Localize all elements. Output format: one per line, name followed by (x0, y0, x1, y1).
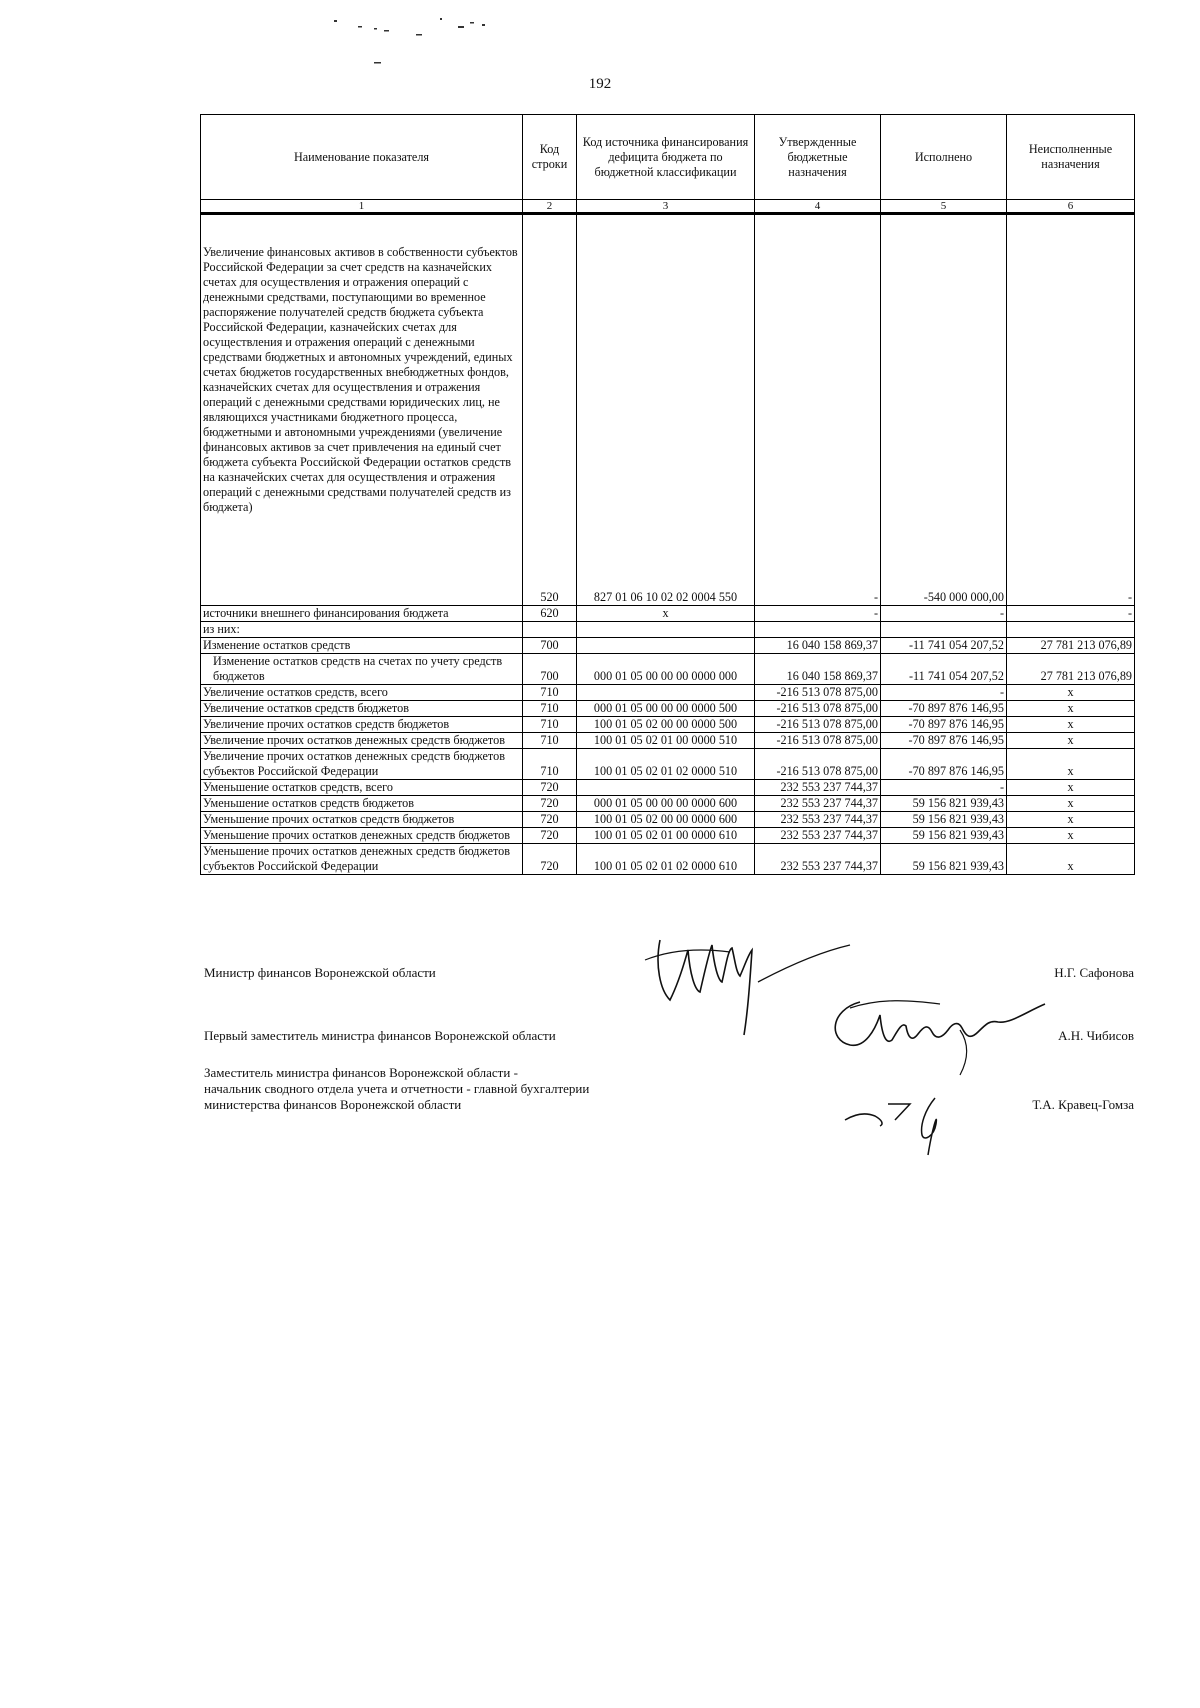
row-source-code: 100 01 05 02 01 00 0000 510 (577, 733, 755, 749)
row-executed: -70 897 876 146,95 (881, 717, 1007, 733)
table-row (201, 685, 1135, 701)
row-approved: -216 513 078 875,00 (755, 749, 881, 780)
row-line-code: 520 (523, 214, 577, 606)
minister-name: Н.Г. Сафонова (1054, 965, 1134, 980)
row-source-code: 000 01 05 00 00 00 0000 600 (577, 796, 755, 812)
row-name: Увеличение остатков средств бюджетов (201, 701, 523, 717)
row-executed: 59 156 821 939,43 (881, 828, 1007, 844)
row-source-code (577, 622, 755, 638)
row-executed: -11 741 054 207,52 (881, 654, 1007, 685)
row-line-code: 710 (523, 701, 577, 717)
row-unexecuted: x (1007, 701, 1135, 717)
row-unexecuted: x (1007, 796, 1135, 812)
row-unexecuted: - (1007, 214, 1135, 606)
row-line-code: 720 (523, 796, 577, 812)
table-row (201, 701, 1135, 717)
row-line-code: 710 (523, 749, 577, 780)
scan-artifacts (330, 14, 550, 74)
row-executed: 59 156 821 939,43 (881, 844, 1007, 875)
row-name: Увеличение финансовых активов в собственности субъектов Российской Федерации за счет средств на казначейских счетах для осуществления и отражения операций с денежными средствами, поступающими во временное распоряжение получателей средств бюджета субъекта Российской Федерации, казначейских счетах для осуществления и отражения операций с денежными средствами бюджетных и автономных учреждений, единых счетах бюджетов государственных внебюджетных фондов, казначейских счетах для осуществления и отражения операций с денежными средствами юридических лиц, не являющихся участниками бюджетного процесса, бюджетными и автономными учреждениями (увеличение финансовых активов за счет привлечения на единый счет бюджета субъекта Российской Федерации остатков средств на казначейских счетах для осуществления и отражения операций с денежными средствами получателей средств из бюджета) (201, 214, 523, 606)
row-line-code (523, 622, 577, 638)
row-executed: - (881, 606, 1007, 622)
row-approved: -216 513 078 875,00 (755, 717, 881, 733)
row-approved: 232 553 237 744,37 (755, 796, 881, 812)
deputy-title-line: начальник сводного отдела учета и отчетности - главной бухгалтерии (204, 1081, 590, 1096)
row-source-code: 100 01 05 02 01 00 0000 610 (577, 828, 755, 844)
row-approved: -216 513 078 875,00 (755, 701, 881, 717)
table-row (201, 844, 1135, 875)
column-number: 2 (523, 200, 577, 214)
row-line-code: 720 (523, 828, 577, 844)
row-unexecuted: x (1007, 828, 1135, 844)
row-name: из них: (201, 622, 523, 638)
row-approved: - (755, 606, 881, 622)
row-approved: 232 553 237 744,37 (755, 844, 881, 875)
table-row (201, 717, 1135, 733)
row-approved: 16 040 158 869,37 (755, 654, 881, 685)
row-unexecuted: x (1007, 685, 1135, 701)
row-name: Уменьшение остатков средств бюджетов (201, 796, 523, 812)
row-source-code (577, 685, 755, 701)
row-executed: -540 000 000,00 (881, 214, 1007, 606)
row-approved: 232 553 237 744,37 (755, 812, 881, 828)
row-source-code: 100 01 05 02 00 00 0000 500 (577, 717, 755, 733)
table-row (201, 606, 1135, 622)
row-source-code (577, 638, 755, 654)
table-row (201, 780, 1135, 796)
header-source-code: Код источника финансирования дефицита бюджета по бюджетной классификации (577, 115, 755, 200)
row-approved (755, 622, 881, 638)
row-source-code: 100 01 05 02 01 02 0000 610 (577, 844, 755, 875)
row-source-code: 100 01 05 02 01 02 0000 510 (577, 749, 755, 780)
table-row (201, 796, 1135, 812)
row-line-code: 720 (523, 844, 577, 875)
row-executed: 59 156 821 939,43 (881, 796, 1007, 812)
row-executed: - (881, 780, 1007, 796)
header-executed: Исполнено (881, 115, 1007, 200)
row-name: Изменение остатков средств (201, 638, 523, 654)
row-unexecuted: x (1007, 733, 1135, 749)
row-name: Изменение остатков средств на счетах по учету средств бюджетов (201, 654, 523, 685)
row-line-code: 700 (523, 654, 577, 685)
row-source-code: 000 01 05 00 00 00 0000 000 (577, 654, 755, 685)
row-unexecuted: x (1007, 749, 1135, 780)
deputy-name: Т.А. Кравец-Гомза (1032, 1097, 1134, 1112)
header-unexecuted: Неисполненные назначения (1007, 115, 1135, 200)
row-name: источники внешнего финансирования бюджета (201, 606, 523, 622)
row-executed: - (881, 685, 1007, 701)
row-source-code (577, 780, 755, 796)
row-name: Уменьшение прочих остатков денежных средств бюджетов субъектов Российской Федерации (201, 844, 523, 875)
row-approved: 232 553 237 744,37 (755, 780, 881, 796)
row-unexecuted: - (1007, 606, 1135, 622)
row-approved: -216 513 078 875,00 (755, 685, 881, 701)
first-deputy-title: Первый заместитель министра финансов Воронежской области (204, 1028, 556, 1043)
page-number: 192 (588, 76, 612, 92)
row-line-code: 720 (523, 780, 577, 796)
table-row (201, 812, 1135, 828)
row-unexecuted: 27 781 213 076,89 (1007, 654, 1135, 685)
row-source-code: x (577, 606, 755, 622)
table-row (201, 638, 1135, 654)
table-row (201, 733, 1135, 749)
first-deputy-signature-image (820, 990, 1050, 1080)
row-line-code: 620 (523, 606, 577, 622)
row-approved: 232 553 237 744,37 (755, 828, 881, 844)
header-line-code: Код строки (523, 115, 577, 200)
column-number-row (201, 200, 1135, 214)
deputy-title-line: министерства финансов Воронежской области (204, 1097, 462, 1112)
row-unexecuted (1007, 622, 1135, 638)
table-row (201, 654, 1135, 685)
row-source-code: 100 01 05 02 00 00 0000 600 (577, 812, 755, 828)
column-number: 6 (1007, 200, 1135, 214)
column-number: 1 (201, 200, 523, 214)
row-executed (881, 622, 1007, 638)
header-row (201, 115, 1135, 200)
row-name: Уменьшение прочих остатков средств бюджетов (201, 812, 523, 828)
row-name: Уменьшение остатков средств, всего (201, 780, 523, 796)
row-name: Увеличение остатков средств, всего (201, 685, 523, 701)
row-unexecuted: x (1007, 780, 1135, 796)
minister-title: Министр финансов Воронежской области (204, 965, 436, 980)
budget-sources-table (200, 114, 1135, 875)
row-name: Увеличение прочих остатков денежных средств бюджетов субъектов Российской Федерации (201, 749, 523, 780)
row-source-code: 827 01 06 10 02 02 0004 550 (577, 214, 755, 606)
row-approved: -216 513 078 875,00 (755, 733, 881, 749)
first-deputy-name: А.Н. Чибисов (1058, 1028, 1134, 1043)
table-row (201, 828, 1135, 844)
deputy-title (204, 1065, 589, 1113)
row-unexecuted: x (1007, 844, 1135, 875)
row-name: Увеличение прочих остатков средств бюджетов (201, 717, 523, 733)
deputy-signature-image (840, 1080, 970, 1160)
column-number: 4 (755, 200, 881, 214)
row-unexecuted: x (1007, 812, 1135, 828)
header-approved: Утвержденные бюджетные назначения (755, 115, 881, 200)
header-indicator-name: Наименование показателя (201, 115, 523, 200)
row-line-code: 710 (523, 733, 577, 749)
row-line-code: 710 (523, 685, 577, 701)
row-approved: - (755, 214, 881, 606)
row-name: Уменьшение прочих остатков денежных средств бюджетов (201, 828, 523, 844)
row-unexecuted: x (1007, 717, 1135, 733)
table-row (201, 214, 1135, 606)
table-row (201, 622, 1135, 638)
row-line-code: 720 (523, 812, 577, 828)
row-name: Увеличение прочих остатков денежных средств бюджетов (201, 733, 523, 749)
row-executed: -11 741 054 207,52 (881, 638, 1007, 654)
row-approved: 16 040 158 869,37 (755, 638, 881, 654)
row-executed: -70 897 876 146,95 (881, 701, 1007, 717)
row-line-code: 710 (523, 717, 577, 733)
column-number: 3 (577, 200, 755, 214)
deputy-title-line: Заместитель министра финансов Воронежской области - (204, 1065, 518, 1080)
table-row (201, 749, 1135, 780)
column-number: 5 (881, 200, 1007, 214)
row-line-code: 700 (523, 638, 577, 654)
row-unexecuted: 27 781 213 076,89 (1007, 638, 1135, 654)
row-source-code: 000 01 05 00 00 00 0000 500 (577, 701, 755, 717)
row-executed: -70 897 876 146,95 (881, 733, 1007, 749)
row-executed: -70 897 876 146,95 (881, 749, 1007, 780)
row-executed: 59 156 821 939,43 (881, 812, 1007, 828)
